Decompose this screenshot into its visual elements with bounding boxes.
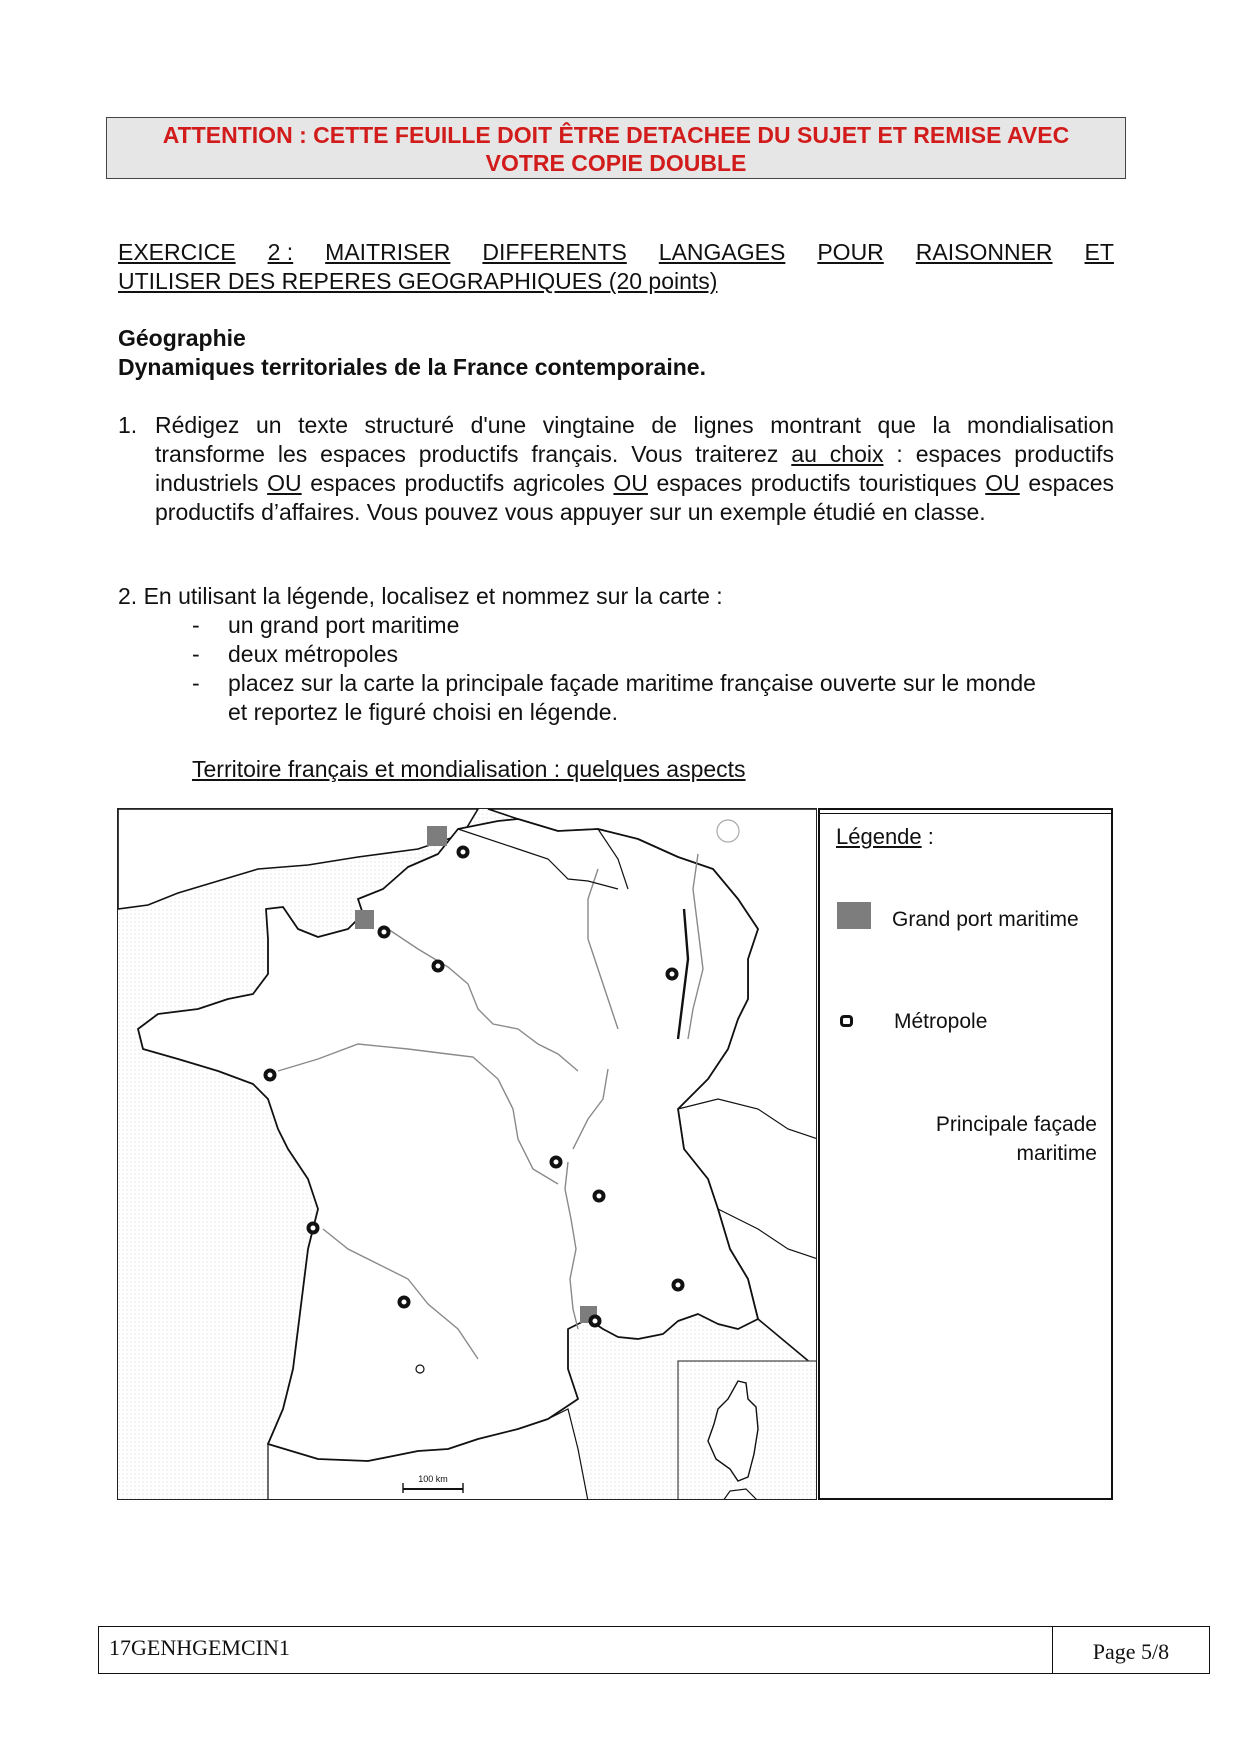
list-item-continuation xyxy=(118,698,1114,727)
legend-facade-line-1: Principale façade xyxy=(935,1113,1097,1136)
list-dash: - xyxy=(192,641,200,667)
question-1-number: 1. xyxy=(118,412,138,438)
q1-text-part: Rédigez un texte structuré d'une vingtaine de lignes montrant que la mondialisation transforme les espaces productifs français. Vous traiterez xyxy=(155,412,1114,467)
metropole-symbol-icon xyxy=(840,1015,853,1027)
port-symbol-icon xyxy=(837,902,871,929)
list-item xyxy=(118,611,1114,640)
q1-underlined: au choix xyxy=(791,441,884,467)
list-item xyxy=(118,640,1114,669)
france-map-svg xyxy=(118,809,817,1500)
metropole-strasbourg xyxy=(668,970,677,979)
metropole-lille xyxy=(459,848,468,857)
subject-heading xyxy=(118,324,1114,382)
q1-text-part: espaces productifs agricoles xyxy=(301,470,614,496)
legend-facade-label xyxy=(877,1110,1097,1168)
discipline-title: Géographie xyxy=(118,325,246,351)
legend-metropole-label: Métropole xyxy=(894,1010,988,1033)
list-dash: - xyxy=(192,612,200,638)
exercise-heading-line-1 xyxy=(118,238,1114,267)
exercise-heading-line-2: UTILISER DES REPERES GEOGRAPHIQUES (20 points) xyxy=(118,268,718,294)
andorra-icon xyxy=(416,1365,424,1373)
port-dunkerque xyxy=(427,826,447,846)
exercise-word: DIFFERENTS xyxy=(482,239,627,265)
legend-title xyxy=(836,824,934,850)
q1-text-part: : espaces productifs industriels xyxy=(155,441,1114,496)
page-footer xyxy=(98,1626,1210,1674)
metropole-nice xyxy=(674,1281,683,1290)
exercise-word: 2 : xyxy=(267,239,294,265)
exercise-word: ET xyxy=(1084,239,1114,265)
exercise-heading xyxy=(118,238,1114,296)
q1-underlined: OU xyxy=(613,470,648,496)
exercise-word: EXERCICE xyxy=(118,239,236,265)
metropole-lyon xyxy=(552,1158,561,1167)
map-title: Territoire français et mondialisation : quelques aspects xyxy=(192,756,746,782)
list-item xyxy=(118,669,1114,698)
metropole-marseille xyxy=(591,1317,600,1326)
metropole-nantes xyxy=(266,1071,275,1080)
exercise-word: RAISONNER xyxy=(915,239,1053,265)
legend-title-suffix: : xyxy=(921,824,934,849)
metropole-rouen xyxy=(380,928,389,937)
ign-logo-icon xyxy=(717,820,739,842)
legend-title-text: Légende xyxy=(836,824,922,849)
legend-facade-line-2: maritime xyxy=(1016,1142,1097,1165)
attention-banner xyxy=(106,117,1126,179)
metropole-bordeaux xyxy=(309,1224,318,1233)
exercise-word: MAITRISER xyxy=(325,239,451,265)
question-2-intro: 2. En utilisant la légende, localisez et nommez sur la carte : xyxy=(118,583,723,609)
question-2 xyxy=(118,582,1114,727)
list-item-text: un grand port maritime xyxy=(228,612,460,638)
exercise-word: POUR xyxy=(817,239,884,265)
scale-label: 100 km xyxy=(418,1474,448,1484)
metropole-paris xyxy=(434,962,443,971)
legend xyxy=(818,808,1113,1500)
q1-underlined: OU xyxy=(267,470,302,496)
page-number: Page 5/8 xyxy=(1052,1627,1209,1673)
q1-text-part: espaces productifs d’affaires. Vous pouvez vous appuyer sur un exemple étudié en classe. xyxy=(155,470,1114,525)
q1-underlined: OU xyxy=(985,470,1020,496)
legend-port-label: Grand port maritime xyxy=(892,908,1079,931)
port-le-havre xyxy=(355,910,374,929)
list-dash: - xyxy=(192,670,200,696)
banner-line-1: ATTENTION : CETTE FEUILLE DOIT ÊTRE DETACHEE DU SUJET ET REMISE AVEC xyxy=(162,122,1070,148)
list-item-text: placez sur la carte la principale façade maritime française ouverte sur le monde xyxy=(228,670,1036,696)
banner-line-2: VOTRE COPIE DOUBLE xyxy=(485,150,747,176)
list-item-text: et reportez le figuré choisi en légende. xyxy=(228,699,618,725)
exercise-word: LANGAGES xyxy=(658,239,786,265)
question-1-text xyxy=(155,411,1114,527)
q1-text-part: espaces productifs touristiques xyxy=(647,470,986,496)
question-1 xyxy=(118,411,1114,527)
france-map xyxy=(117,808,817,1500)
metropole-grenoble xyxy=(595,1192,604,1201)
question-2-list xyxy=(118,611,1114,727)
theme-title: Dynamiques territoriales de la France contemporaine. xyxy=(118,354,706,380)
exam-code: 17GENHGEMCIN1 xyxy=(109,1635,290,1660)
metropole-toulouse xyxy=(400,1298,409,1307)
list-item-text: deux métropoles xyxy=(228,641,399,667)
